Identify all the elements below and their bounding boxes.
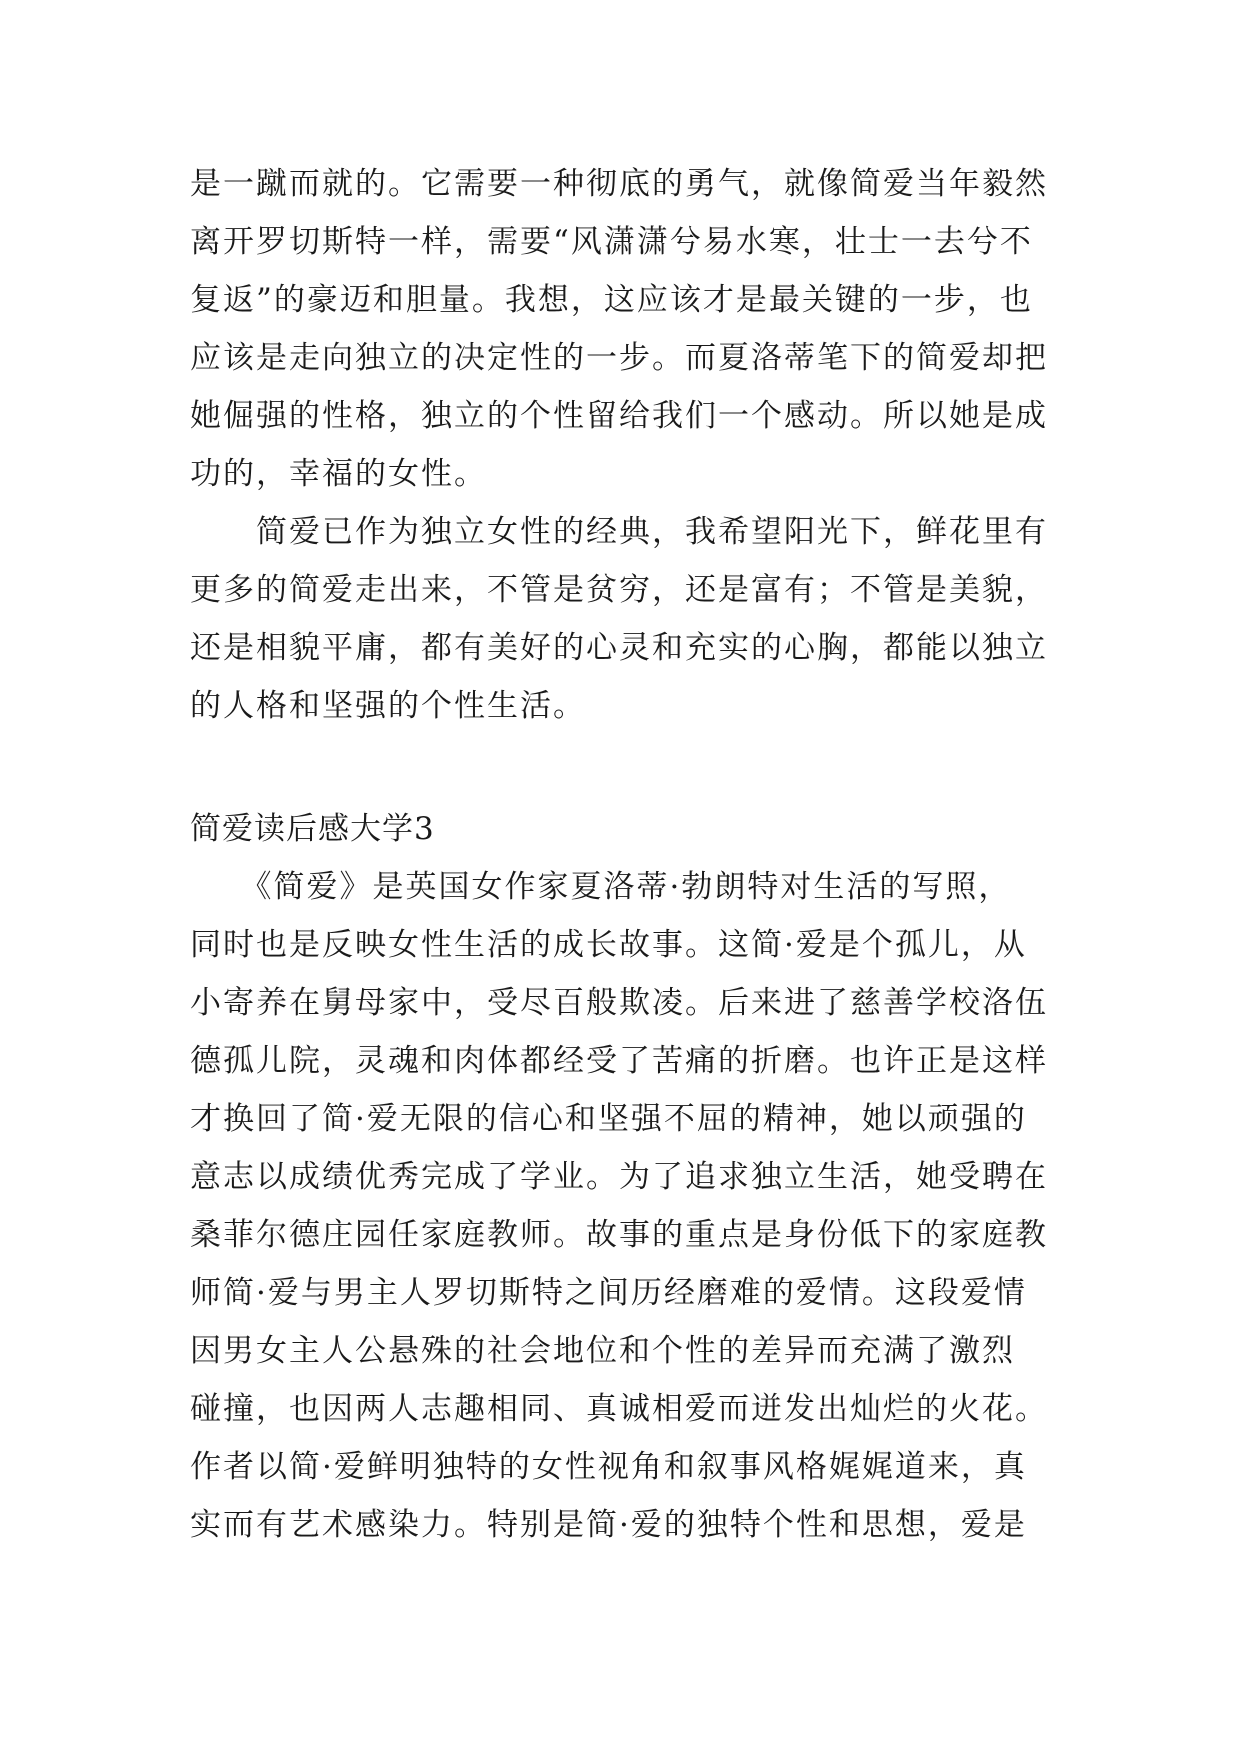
text-line: 德孤儿院，灵魂和肉体都经受了苦痛的折磨。也许正是这样 (190, 1043, 1048, 1079)
text-line: 的人格和坚强的个性生活。 (190, 688, 586, 724)
text-line: 因男女主人公悬殊的社会地位和个性的差异而充满了激烈 (190, 1333, 1015, 1369)
text-line: 《简爱》是英国女作家夏洛蒂·勃朗特对生活的写照， (190, 869, 1012, 905)
text-line: 简爱已作为独立女性的经典，我希望阳光下，鲜花里有 (190, 514, 1048, 550)
text-line: 实而有艺术感染力。特别是简·爱的独特个性和思想，爱是 (190, 1507, 1027, 1543)
section-heading: 简爱读后感大学3 (190, 811, 435, 847)
text-line: 碰撞，也因两人志趣相同、真诚相爱而迸发出灿烂的火花。 (190, 1391, 1048, 1427)
text-line: 小寄养在舅母家中，受尽百般欺凌。后来进了慈善学校洛伍 (190, 985, 1048, 1021)
text-line: 离开罗切斯特一样，需要“风潇潇兮易水寒，壮士一去兮不 (190, 224, 1033, 260)
text-line: 她倔强的性格，独立的个性留给我们一个感动。所以她是成 (190, 398, 1048, 434)
text-line: 才换回了简·爱无限的信心和坚强不屈的精神，她以顽强的 (190, 1101, 1027, 1137)
text-line: 桑菲尔德庄园任家庭教师。故事的重点是身份低下的家庭教 (190, 1217, 1048, 1253)
text-line: 意志以成绩优秀完成了学业。为了追求独立生活，她受聘在 (190, 1159, 1048, 1195)
text-line: 师简·爱与男主人罗切斯特之间历经磨难的爱情。这段爱情 (190, 1275, 1027, 1311)
text-line: 功的，幸福的女性。 (190, 456, 487, 492)
text-line: 作者以简·爱鲜明独特的女性视角和叙事风格娓娓道来，真 (190, 1449, 1027, 1485)
text-line: 应该是走向独立的决定性的一步。而夏洛蒂笔下的简爱却把 (190, 340, 1048, 376)
paragraph-essay-3 (190, 858, 1060, 1554)
text-line: 同时也是反映女性生活的成长故事。这简·爱是个孤儿，从 (190, 927, 1027, 963)
text-line: 还是相貌平庸，都有美好的心灵和充实的心胸，都能以独立 (190, 630, 1048, 666)
text-line: 复返”的豪迈和胆量。我想，这应该才是最关键的一步，也 (190, 282, 1033, 318)
paragraph-continued (190, 155, 1060, 503)
paragraph-conclusion (190, 503, 1060, 735)
text-line: 更多的简爱走出来，不管是贫穷，还是富有；不管是美貌， (190, 572, 1048, 608)
text-line: 是一蹴而就的。它需要一种彻底的勇气，就像简爱当年毅然 (190, 166, 1048, 202)
